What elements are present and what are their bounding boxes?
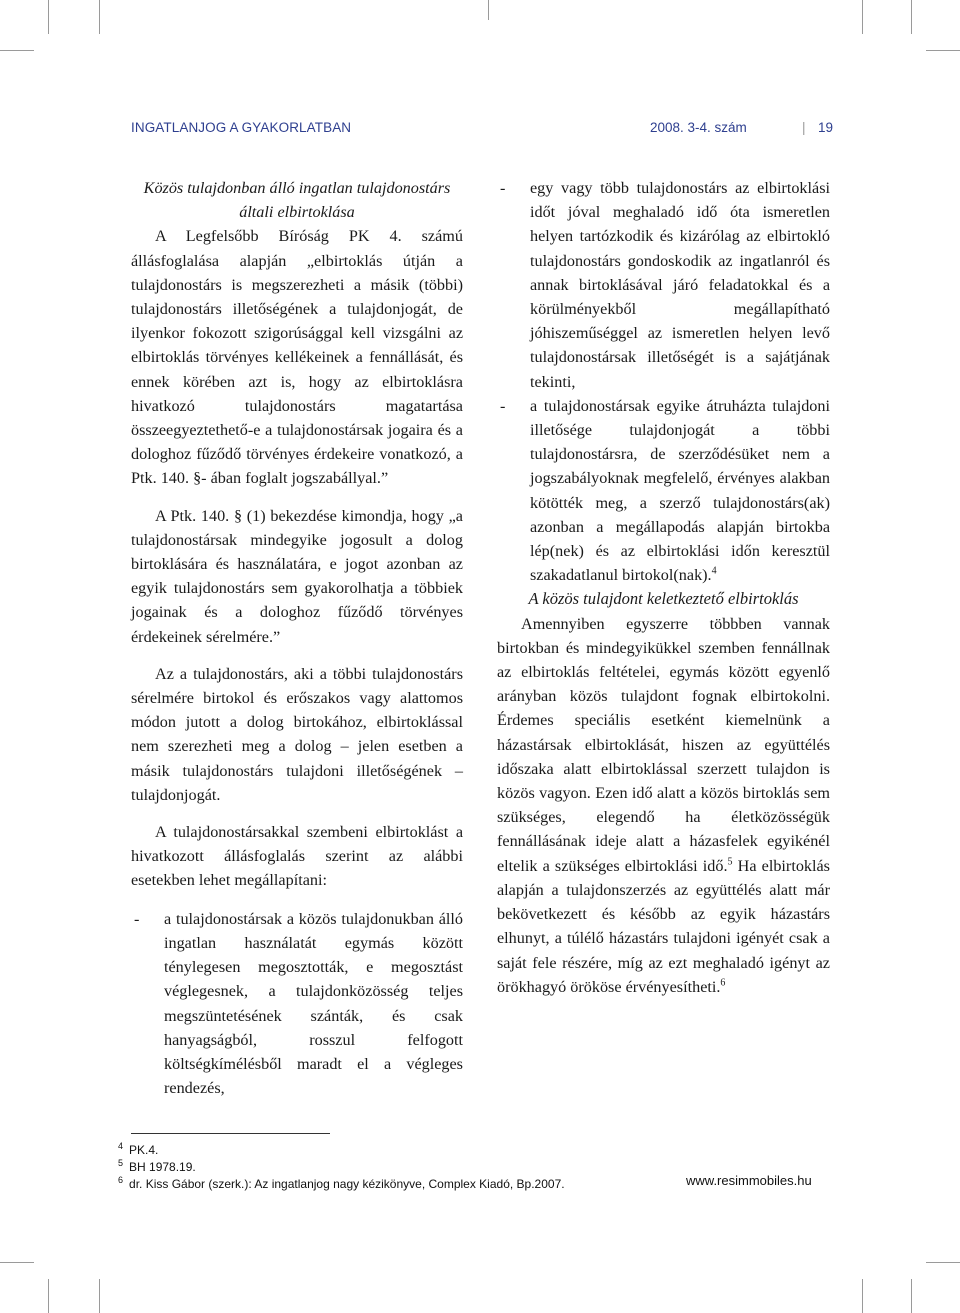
crop-mark (911, 0, 912, 34)
footnote (118, 1176, 678, 1193)
footer-url: www.resimmobiles.hu (686, 1173, 812, 1188)
crop-mark (99, 1279, 100, 1313)
list-item-text: egy vagy több tulajdonostárs az elbirtoklási időt jóval meghaladó idő óta ismeretlen helyen tartózkodik és kizárólag az elbirtokló tulajdonostárs gondoskodik az ingatlanról és annak birtoklásával járó feladatokkal és a körülményekből megállapítható jóhiszeműséggel az ismeretlen helyen levő tulajdonostársak illetőségét is a sajátjának tekinti, (530, 179, 830, 391)
crop-mark (862, 1279, 863, 1313)
footnote-ref: 6 (720, 977, 726, 989)
left-column (131, 176, 463, 1100)
footnote-ref: 4 (711, 565, 717, 577)
list-item (497, 394, 830, 588)
subsection-title: A közös tulajdont keletkeztető elbirtoklás (528, 589, 799, 609)
footnote (118, 1142, 678, 1159)
footnote-text: PK.4. (129, 1143, 159, 1157)
crop-mark (911, 1279, 912, 1313)
crop-mark (99, 0, 100, 34)
issue-number: 2008. 3-4. szám (650, 120, 747, 135)
paragraph (497, 612, 830, 999)
list-item-text: a tulajdonostársak a közös tulajdonukban álló ingatlan használatát egymás között ténylegesen megosztották, e megosztást véglegesnek, a tulajdonközösség teljes megszüntetésének szánták, és csak hanyagságból, rosszul felfogott költségkímélésből maradt el a végleges rendezés, (164, 909, 463, 1098)
paragraph-text: Amennyiben egyszerre többben vannak birtokban és mindegyikükkel szemben fennállnak az elbirtoklás feltételei, egymás között egyenlő arányban közös tulajdont fognak elbirtokolni. Érdemes speciális esetként kiemelnünk a házastársak elbirtoklását, hiszen az együttélés időszaka alatt elbirtoklással szerzett tulajdon is közös vagyon. Ezen idő alatt a közös birtoklás sem szükséges, elegendő ha életközösségük fennállásának ideje alatt a házasfelek egyikénél eltelik a szükséges elbirtoklási idő. (497, 614, 830, 875)
footnote-text: dr. Kiss Gábor (szerk.): Az ingatlanjog nagy kézikönyve, Complex Kiadó, Bp.2007. (129, 1177, 565, 1191)
crop-mark (926, 1262, 960, 1263)
footnote-rule (131, 1133, 330, 1134)
list-item (131, 907, 463, 1101)
list-dash: - (500, 179, 506, 197)
footnote-number: 4 (118, 1141, 124, 1151)
crop-mark (48, 1279, 49, 1313)
right-column (497, 176, 830, 999)
list-dash: - (500, 396, 506, 415)
crop-mark (48, 0, 49, 34)
list-item (497, 176, 830, 394)
paragraph: Az a tulajdonostárs, aki a többi tulajdonostárs sérelmére birtokol és erőszakos vagy alattomos módon jutott a dolog birtokához, elbirtoklással nem szerezheti meg a dolog – jelen esetben a másik tulajdonostárs tulajdoni illetőségének – tulajdonjogát. (131, 664, 463, 804)
crop-mark (862, 0, 863, 34)
case-list (131, 907, 463, 1101)
section-title (131, 176, 463, 224)
list-item-text: a tulajdonostársak egyike átruházta tulajdoni illetősége tulajdonjogát a többi tulajdonostársra, de szerződésüket nem a jogszabályoknak megfelelő, érvényes alakban kötötték meg, a szerző tulajdonostárs(ak) azonban a megállapodás alapján birtokba lép(nek) és az elbirtoklási időn keresztül szakadatlanul birtokol(nak). (530, 396, 830, 585)
crop-mark (488, 0, 489, 20)
footnote-text: BH 1978.19. (129, 1160, 196, 1174)
running-header (131, 120, 834, 140)
footnotes (118, 1142, 678, 1193)
header-separator: | (802, 120, 806, 135)
paragraph-text: Ha elbirtoklás alapján a tulajdonszerzés az együttélés alatt már bekövetkezett és később az egyik házastárs elhunyt, a túlélő házastárs tulajdoni igényét csak a saját fele részére, míg az ezt meghaladó igényt az örökhagyó örököse érvényesítheti. (497, 856, 830, 996)
paragraph: A Legfelsőbb Bíróság PK 4. számú állásfoglalása alapján „elbirtoklás útján a tulajdonostárs is megszerezheti a másik (többi) tulajdonostárs illetőségének a tulajdonjogát, de ilyenkor fokozott szigorúsággal kell vizsgálni az elbirtoklás törvényes kellékeinek a fennállását, és ennek körében azt is, hogy az elbirtoklásra hivatkozó tulajdonostárs magatartása összeegyeztethető-e a tulajdonostársak jogaira és a dologhoz fűződő törvényes érdekeire vonatkozó, a Ptk. 140. §- ában foglalt jogszabállyal.” (131, 227, 463, 488)
paragraph: A tulajdonostársakkal szembeni elbirtoklást a hivatkozott állásfoglalás szerint az alábbi esetekben lehet megállapítani: (131, 823, 463, 890)
footnote-number: 5 (118, 1158, 124, 1168)
case-list-continued (497, 176, 830, 587)
crop-mark (0, 1262, 34, 1263)
section-title-line1: Közös tulajdonban álló ingatlan tulajdonostárs (143, 179, 451, 197)
footnote-number: 6 (118, 1175, 124, 1185)
page-number: 19 (818, 120, 834, 135)
section-title-line2: általi elbirtoklása (239, 203, 355, 222)
journal-title: INGATLANJOG A GYAKORLATBAN (131, 120, 352, 135)
crop-mark (0, 50, 34, 51)
paragraph: A Ptk. 140. § (1) bekezdése kimondja, hogy „a tulajdonostársak mindegyike jogosult a dolog birtoklására és használatára, e jogot azonban az egyik tulajdonostárs sem gyakorolhatja a többiek jogainak és a dologhoz fűződő törvényes érdekeinek sérelmére.” (131, 506, 463, 646)
footnote (118, 1159, 678, 1176)
crop-mark (926, 50, 960, 51)
footnote-ref: 5 (727, 856, 733, 868)
list-dash: - (134, 909, 140, 928)
